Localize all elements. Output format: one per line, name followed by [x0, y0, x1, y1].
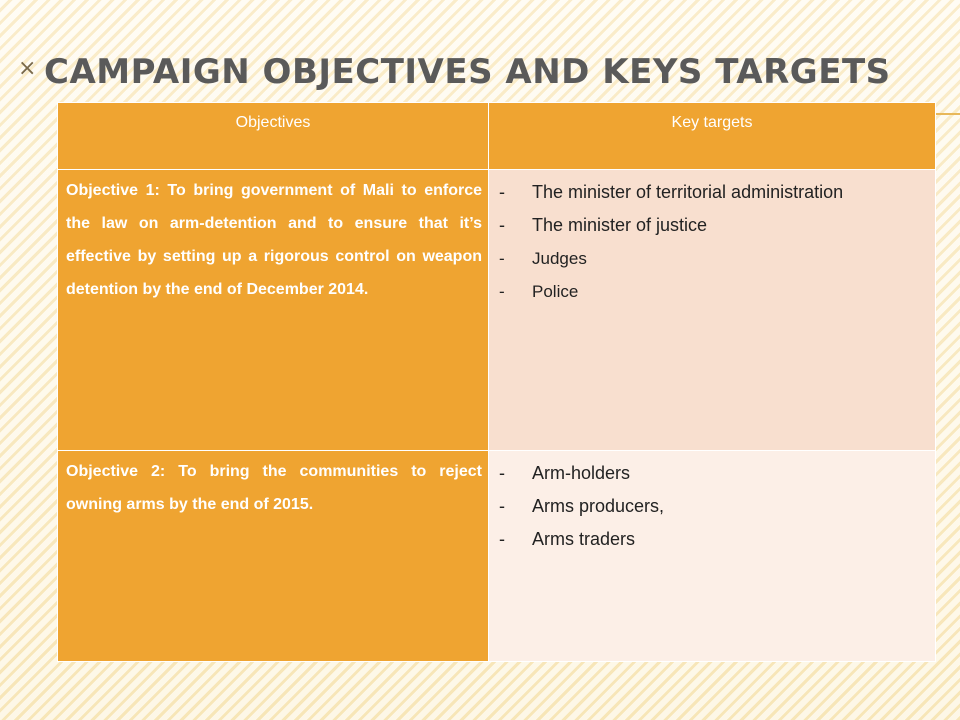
list-item [499, 523, 929, 556]
targets-cell-1 [489, 170, 936, 451]
objective-cell-1 [58, 170, 489, 451]
dash-bullet: - [499, 496, 505, 516]
objectives-table [57, 102, 936, 662]
list-item [499, 176, 929, 209]
dash-bullet: - [499, 215, 505, 235]
objective-cell-2 [58, 451, 489, 662]
header-cell-objectives [58, 103, 489, 170]
title-bullet-icon: × [18, 56, 37, 81]
header-cell-key-targets [489, 103, 936, 170]
targets-list-2 [489, 451, 935, 556]
dash-bullet: - [499, 282, 505, 301]
list-item [499, 490, 929, 523]
target-text: The minister of territorial administration [532, 182, 844, 202]
target-text: Arms traders [532, 529, 636, 549]
header-objectives-label: Objectives [235, 114, 311, 131]
table-row [58, 170, 936, 451]
objective-text-1: Objective 1: To bring government of Mali to enforce the law on arm-detention and to ensure that it’s effective by setting up a rigorous control on weapon detention by the end of December 2014. [66, 182, 482, 298]
title-accent-line [935, 113, 960, 115]
table-header-row [58, 103, 936, 170]
list-item [499, 209, 929, 242]
header-key-targets-label: Key targets [671, 114, 753, 131]
target-text: Arms producers, [532, 496, 665, 516]
dash-bullet: - [499, 529, 505, 549]
dash-bullet: - [499, 249, 505, 268]
targets-cell-2 [489, 451, 936, 662]
list-item [499, 275, 929, 308]
dash-bullet: - [499, 463, 505, 483]
objective-text-2: Objective 2: To bring the communities to reject owning arms by the end of 2015. [66, 463, 482, 513]
table-row [58, 451, 936, 662]
slide-title: CAMPAIGN OBJECTIVES AND KEYS TARGETS [44, 52, 891, 92]
dash-bullet: - [499, 182, 505, 202]
targets-list-1 [489, 170, 935, 308]
target-text: Arm-holders [532, 463, 631, 483]
target-text: Judges [532, 249, 587, 268]
target-text: Police [532, 282, 579, 301]
target-text: The minister of justice [532, 215, 708, 235]
list-item [499, 457, 929, 490]
list-item [499, 242, 929, 275]
